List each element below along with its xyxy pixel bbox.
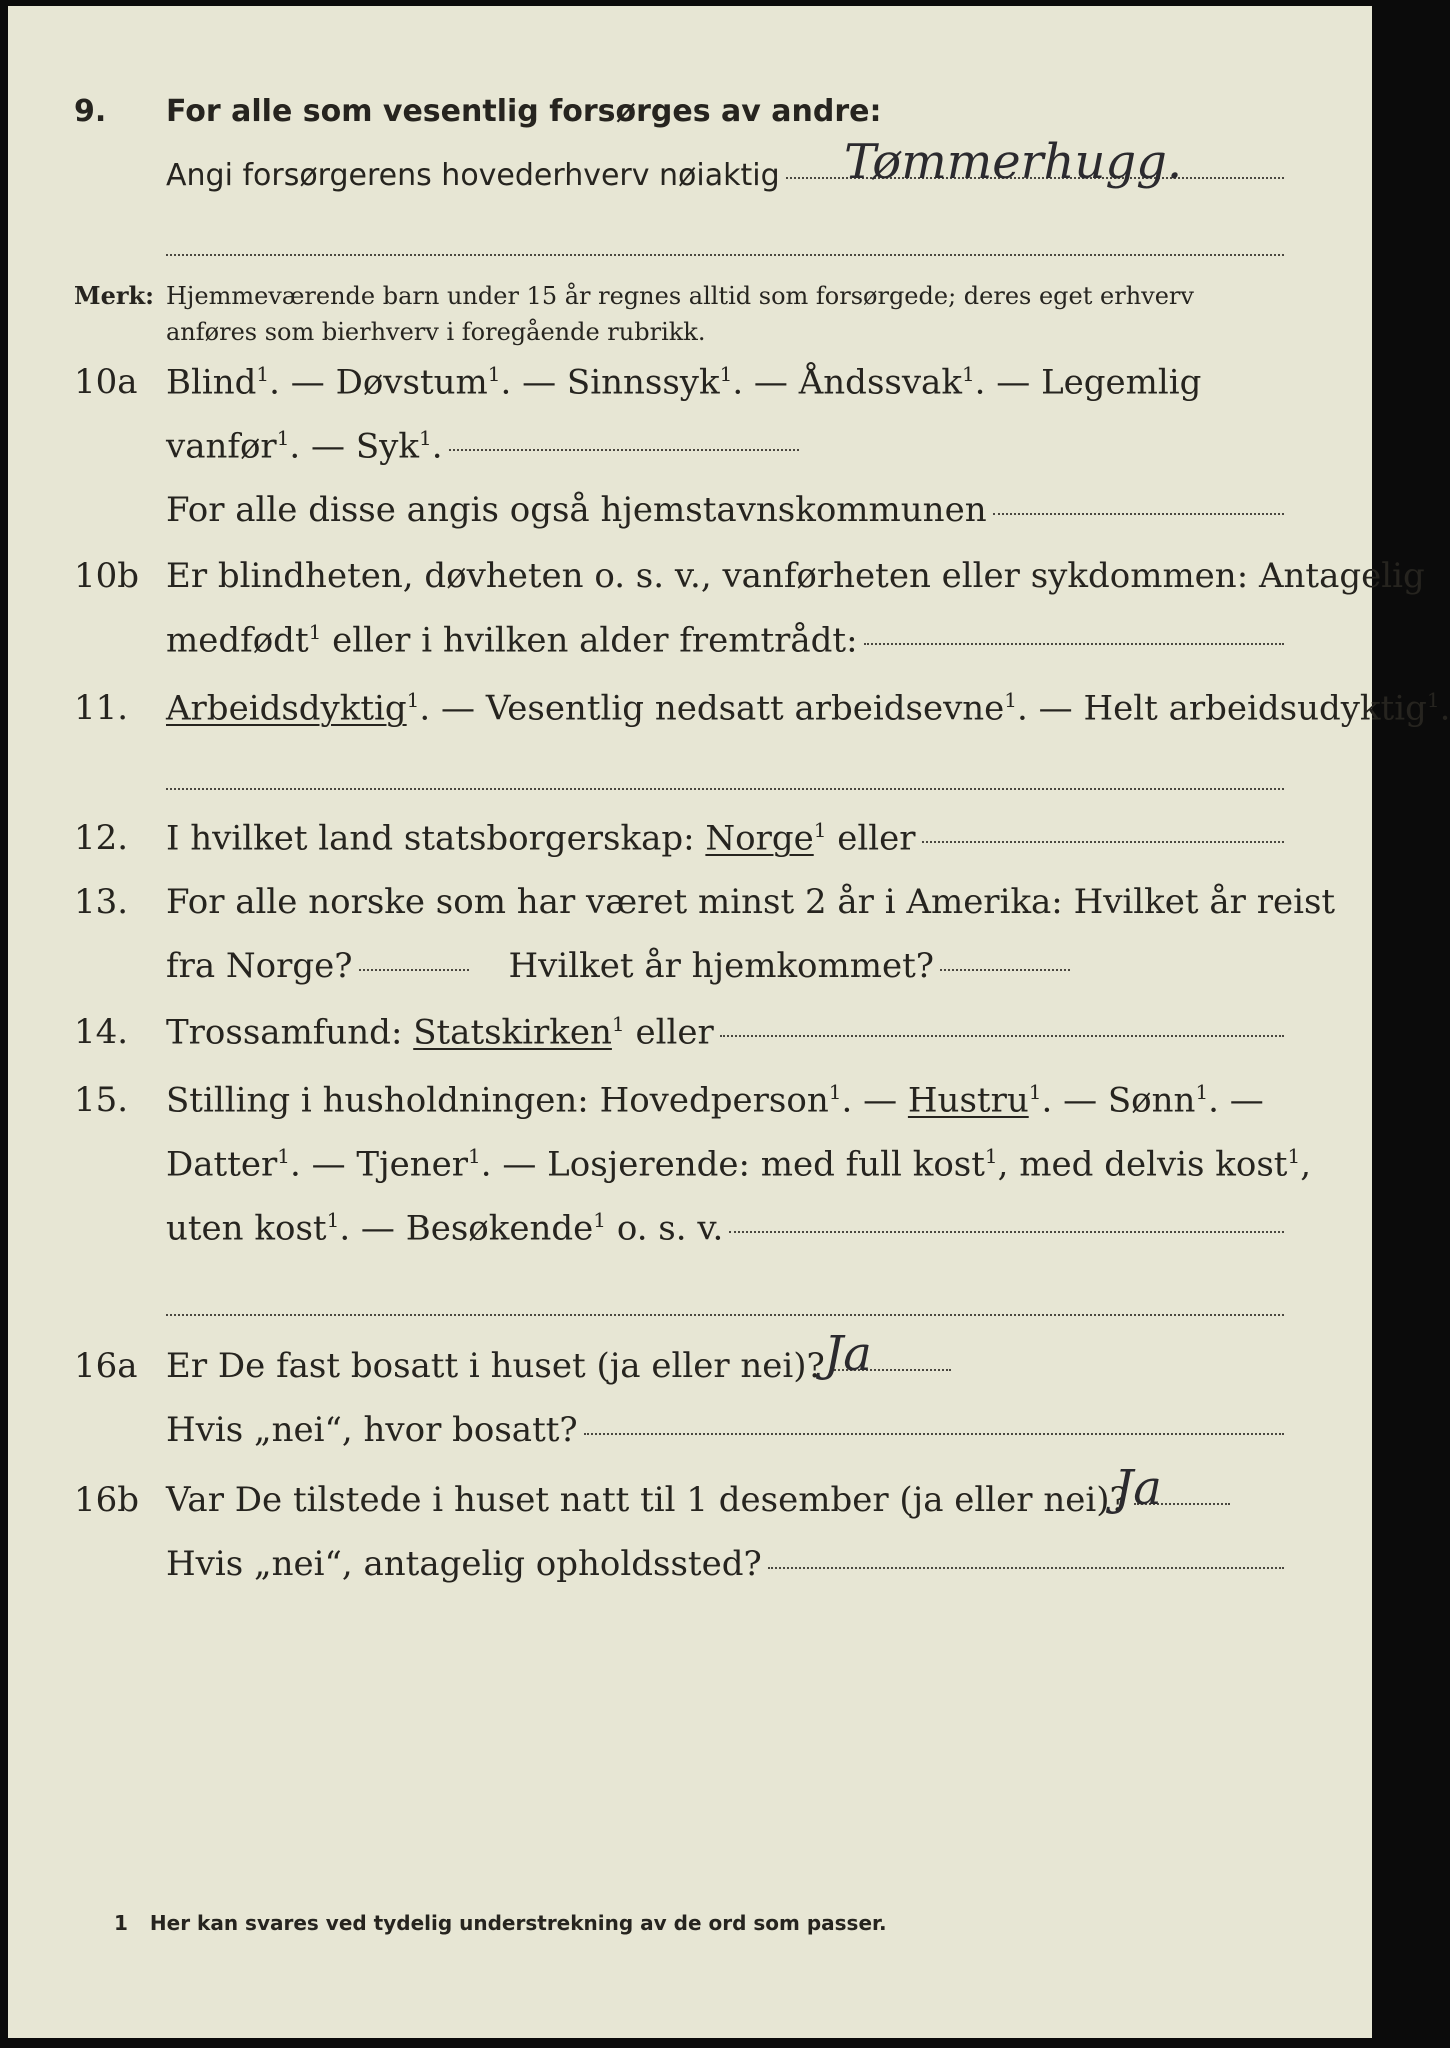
option-sinnssyk: . — Sinnssyk	[500, 362, 720, 403]
punctuation: . —	[841, 1080, 908, 1121]
option-dovstum: . — Døvstum	[269, 362, 488, 403]
question-text: eller	[826, 818, 916, 859]
question-line-2: Hvis „nei“, hvor bosatt?	[166, 1410, 578, 1450]
question-number: 9.	[74, 94, 107, 129]
question-number: 13.	[74, 882, 129, 922]
question-number: 16a	[74, 1346, 138, 1386]
footnote-ref: 1	[1287, 1144, 1301, 1168]
question-text: eller i hvilken alder fremtrådt:	[321, 620, 858, 661]
footnote-ref: 1	[961, 362, 975, 386]
footnote-ref: 1	[406, 688, 420, 712]
option-hustru-underlined: Hustru	[907, 1080, 1029, 1121]
question-line-2b: Hvilket år hjemkommet?	[508, 946, 935, 986]
merk-line-2: anføres som bierhverv i foregående rubrikk.	[166, 318, 706, 346]
option-norge-underlined: Norge	[705, 818, 814, 859]
answer-line[interactable]	[720, 1034, 1284, 1037]
answer-line[interactable]	[768, 1566, 1284, 1569]
question-10b	[74, 556, 1425, 684]
separator-line	[166, 254, 1284, 256]
question-11	[74, 688, 1450, 752]
question-number: 15.	[74, 1080, 129, 1121]
option-arbeidsdyktig-underlined: Arbeidsdyktig	[166, 688, 407, 729]
option-sonn: . — Sønn	[1041, 1080, 1196, 1121]
answer-line[interactable]	[729, 1230, 1284, 1233]
option-uten-kost: uten kost	[166, 1208, 327, 1249]
question-16b	[74, 1460, 1284, 1608]
option-blind: Blind	[166, 362, 257, 403]
question-line-2a: fra Norge?	[166, 946, 353, 986]
question-line-2: Hvis „nei“, antagelig opholdssted?	[166, 1544, 762, 1584]
answer-line[interactable]	[584, 1432, 1284, 1435]
option-hovedperson: Stilling i husholdningen: Hovedperson	[166, 1080, 829, 1121]
question-line-2	[166, 426, 443, 466]
merk-line-1: Hjemmeværende barn under 15 år regnes alltid som forsørgede; deres eget erhverv	[166, 282, 1194, 310]
merk-note	[74, 278, 1284, 350]
footnote-ref: 1	[1195, 1080, 1209, 1104]
footnote-ref: 1	[256, 362, 270, 386]
question-number: 10a	[74, 362, 138, 403]
question-line	[166, 688, 1450, 728]
handwritten-answer: Ja	[1114, 1460, 1162, 1516]
question-line	[166, 818, 916, 858]
question-12	[74, 818, 1284, 882]
option-syk: . — Syk	[289, 426, 419, 467]
answer-line-reist[interactable]	[359, 968, 469, 971]
question-line-1: For alle norske som har været minst 2 år i Amerika: Hvilket år reist	[166, 882, 1336, 922]
question-prompt: Angi forsørgerens hovederhverv nøiaktig	[166, 158, 780, 193]
footnote-ref: 1	[487, 362, 501, 386]
separator-line	[166, 788, 1284, 790]
footnote-ref: 1	[468, 1144, 481, 1168]
question-line-1: Er De fast bosatt i huset (ja eller nei)?	[166, 1346, 825, 1386]
question-line-3: For alle disse angis også hjemstavnskommunen	[166, 490, 987, 530]
footnote-ref: 1	[1426, 688, 1440, 712]
answer-line[interactable]	[922, 840, 1284, 843]
question-number: 10b	[74, 556, 140, 596]
footnote-ref: 1	[611, 1012, 625, 1036]
answer-line[interactable]	[993, 512, 1284, 515]
question-text: eller	[624, 1012, 714, 1053]
option-legemlig: . — Legemlig	[974, 362, 1202, 403]
question-13	[74, 882, 1336, 1010]
question-number: 16b	[74, 1480, 140, 1520]
punctuation: . —	[1208, 1080, 1264, 1121]
footnote-mark: 1	[114, 1911, 128, 1935]
option-vanfor: vanfør	[166, 426, 277, 467]
footnote-ref: 1	[277, 1144, 290, 1168]
question-16a	[74, 1326, 1284, 1474]
option-andssvak: . — Åndssvak	[732, 362, 962, 403]
option-full-kost: . — Losjerende: med full kost	[480, 1144, 985, 1185]
question-number: 11.	[74, 688, 129, 729]
footnote-ref: 1	[593, 1208, 607, 1232]
handwritten-answer: Tømmerhugg.	[844, 134, 1183, 190]
option-datter: Datter	[166, 1144, 278, 1185]
footnote-ref: 1	[308, 620, 322, 644]
question-text: o. s. v.	[606, 1208, 724, 1249]
question-number: 12.	[74, 818, 129, 859]
footnote-ref: 1	[984, 1144, 998, 1168]
question-text: I hvilket land statsborgerskap:	[166, 818, 706, 859]
question-14	[74, 1012, 1284, 1076]
question-line-2	[166, 620, 858, 660]
answer-line[interactable]	[449, 448, 799, 451]
option-statskirken-underlined: Statskirken	[413, 1012, 612, 1053]
question-line-1	[166, 362, 1284, 402]
punctuation: .	[431, 426, 443, 467]
option-medfodt: medfødt	[166, 620, 309, 661]
option-besokende: . — Besøkende	[339, 1208, 594, 1249]
footnote-ref: 1	[326, 1208, 340, 1232]
question-15	[74, 1080, 1312, 1272]
question-10a	[74, 362, 1284, 554]
footnote	[114, 1911, 887, 1935]
question-line-1	[166, 1080, 1264, 1120]
question-line-1: Var De tilstede i huset natt til 1 desember (ja eller nei)?	[166, 1480, 1128, 1520]
answer-line[interactable]	[864, 642, 1284, 645]
footnote-ref: 1	[719, 362, 733, 386]
question-text: Trossamfund:	[166, 1012, 414, 1053]
option-delvis-kost: , med delvis kost	[997, 1144, 1288, 1185]
merk-label: Merk:	[74, 281, 154, 310]
separator-line	[166, 1314, 1284, 1316]
question-line-1: Er blindheten, døvheten o. s. v., vanførheten eller sykdommen: Antagelig	[166, 556, 1425, 596]
footnote-ref: 1	[418, 426, 432, 450]
question-title: For alle som vesentlig forsørges av andre:	[166, 94, 882, 129]
handwritten-answer: Ja	[824, 1326, 872, 1382]
question-line	[166, 1012, 714, 1052]
answer-line-hjemkommet[interactable]	[940, 968, 1070, 971]
punctuation: ,	[1300, 1144, 1312, 1185]
question-line-2	[166, 1144, 1311, 1184]
census-form-page	[8, 6, 1450, 2038]
footnote-ref: 1	[1004, 688, 1018, 712]
footnote-ref: 1	[813, 818, 827, 842]
footnote-ref: 1	[1028, 1080, 1042, 1104]
punctuation: .	[1439, 688, 1450, 729]
question-number: 14.	[74, 1012, 129, 1053]
question-9	[74, 94, 1284, 222]
question-line-3	[166, 1208, 723, 1248]
footnote-ref: 1	[828, 1080, 842, 1104]
option-udyktig: . — Helt arbeidsudyktig	[1017, 688, 1427, 729]
footnote-text: Her kan svares ved tydelig understrekning av de ord som passer.	[149, 1911, 887, 1935]
option-tjener: . — Tjener	[289, 1144, 469, 1185]
option-nedsatt: . — Vesentlig nedsatt arbeidsevne	[419, 688, 1005, 729]
footnote-ref: 1	[276, 426, 290, 450]
